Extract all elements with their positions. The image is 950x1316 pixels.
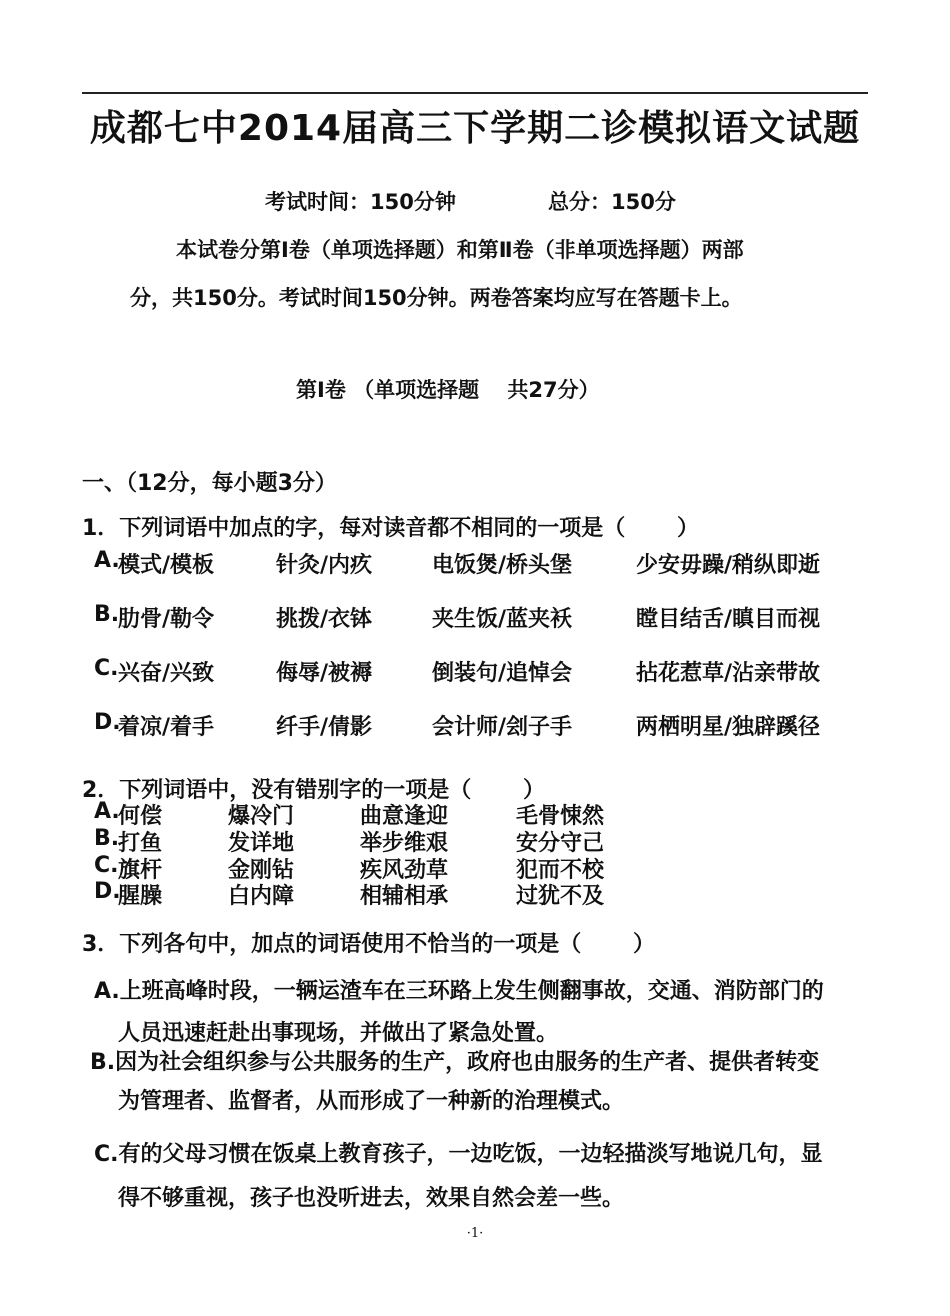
q1-option-item: 针灸/内疚 bbox=[276, 553, 373, 578]
q1-option-item: 两栖明星/独辟蹊径 bbox=[636, 715, 821, 740]
q3-option-a-line2: 人员迅速赶赴出事现场，并做出了紧急处置。 bbox=[118, 1021, 559, 1046]
q2-option-item: 疾风劲草 bbox=[360, 858, 449, 883]
q2-option-item: 白内障 bbox=[228, 884, 295, 909]
q1-option-item: 侮辱/被褥 bbox=[276, 661, 373, 686]
q1-stem: 1．下列词语中加点的字，每对读音都不相同的一项是（ ） bbox=[82, 516, 699, 541]
q1-option-item: 倒装句/追悼会 bbox=[432, 661, 573, 686]
section1-heading: 一、（12分，每小题3分） bbox=[82, 471, 337, 496]
q3-option-c-line2: 得不够重视，孩子也没听进去，效果自然会差一些。 bbox=[118, 1186, 625, 1211]
q1-option-item: 夹生饭/蓝夹袄 bbox=[432, 607, 573, 632]
q2-option-label: B. bbox=[94, 826, 120, 851]
q1-option-item: 兴奋/兴致 bbox=[118, 661, 215, 686]
intro-line-1: 本试卷分第Ⅰ卷（单项选择题）和第Ⅱ卷（非单项选择题）两部 bbox=[176, 238, 744, 262]
total-score: 总分：150分 bbox=[548, 190, 676, 214]
q2-option-label: D. bbox=[94, 879, 121, 904]
q1-option-item: 肋骨/勒令 bbox=[118, 607, 215, 632]
q1-option-item: 瞠目结舌/瞋目而视 bbox=[636, 607, 821, 632]
q2-stem: 2．下列词语中，没有错别字的一项是（ ） bbox=[82, 778, 545, 803]
q1-option-item: 电饭煲/桥头堡 bbox=[432, 553, 573, 578]
q1-option-item: 少安毋躁/稍纵即逝 bbox=[636, 553, 821, 578]
q1-option-label: D. bbox=[94, 710, 121, 735]
q1-option-item: 纤手/倩影 bbox=[276, 715, 373, 740]
q2-option-item: 过犹不及 bbox=[516, 884, 605, 909]
top-rule bbox=[82, 92, 868, 94]
q3-option-c-line1: C.有的父母习惯在饭桌上教育孩子，一边吃饭，一边轻描淡写地说几句，显 bbox=[94, 1142, 823, 1167]
q2-option-label: A. bbox=[94, 799, 120, 824]
q3-option-b-line2: 为管理者、监督者，从而形成了一种新的治理模式。 bbox=[118, 1089, 625, 1114]
q1-option-label: A. bbox=[94, 548, 120, 573]
page-number: ·1· bbox=[466, 1226, 484, 1241]
q2-option-item: 安分守己 bbox=[516, 831, 605, 856]
q2-option-item: 发详地 bbox=[228, 831, 295, 856]
q1-option-item: 会计师/刽子手 bbox=[432, 715, 573, 740]
q2-option-item: 爆冷门 bbox=[228, 804, 295, 829]
q2-option-item: 相辅相承 bbox=[360, 884, 449, 909]
q3-stem: 3．下列各句中，加点的词语使用不恰当的一项是（ ） bbox=[82, 932, 655, 957]
q2-option-item: 举步维艰 bbox=[360, 831, 449, 856]
q1-option-label: B. bbox=[94, 602, 120, 627]
q3-option-a-line1: A.上班高峰时段，一辆运渣车在三环路上发生侧翻事故，交通、消防部门的 bbox=[94, 979, 824, 1004]
q2-option-item: 金刚钻 bbox=[228, 858, 295, 883]
q1-option-item: 挑拨/衣钵 bbox=[276, 607, 373, 632]
page-title: 成都七中2014届高三下学期二诊模拟语文试题 bbox=[89, 108, 861, 149]
q1-option-item: 模式/模板 bbox=[118, 553, 215, 578]
q2-option-item: 何偿 bbox=[118, 804, 163, 829]
q2-option-item: 曲意逢迎 bbox=[360, 804, 449, 829]
q1-option-label: C. bbox=[94, 656, 119, 681]
q2-option-item: 犯而不校 bbox=[516, 858, 605, 883]
q2-option-item: 旗杆 bbox=[118, 858, 163, 883]
q1-option-item: 着凉/着手 bbox=[118, 715, 215, 740]
intro-line-2: 分，共150分。考试时间150分钟。两卷答案均应写在答题卡上。 bbox=[130, 286, 743, 310]
exam-time: 考试时间：150分钟 bbox=[265, 190, 456, 214]
part1-heading: 第Ⅰ卷 （单项选择题 共27分） bbox=[296, 378, 600, 402]
q2-option-item: 毛骨悚然 bbox=[516, 804, 605, 829]
q3-option-b-line1: B.因为社会组织参与公共服务的生产，政府也由服务的生产者、提供者转变 bbox=[90, 1050, 820, 1075]
q2-option-item: 打鱼 bbox=[118, 831, 163, 856]
q2-option-label: C. bbox=[94, 853, 119, 878]
q1-option-item: 拈花惹草/沾亲带故 bbox=[636, 661, 821, 686]
q2-option-item: 腥臊 bbox=[118, 884, 163, 909]
